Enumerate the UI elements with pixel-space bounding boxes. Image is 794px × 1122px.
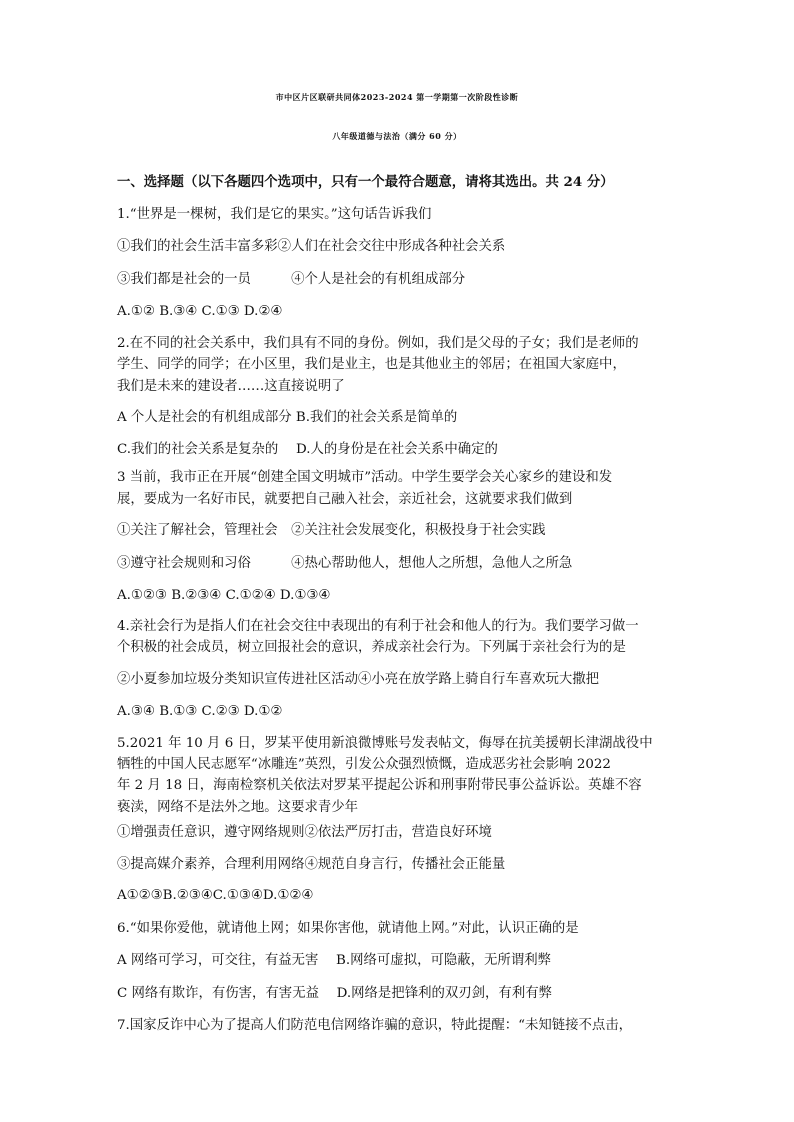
exam-title: 市中区片区联研共同体2023-2024 第一学期第一次阶段性诊断 xyxy=(275,92,519,102)
q5-stem-line1: 5.2021 年 10 月 6 日，罗某平使用新浪微博账号发表帖文，侮辱在抗美援朝长津湖战役中 xyxy=(117,736,653,751)
q1-stem: 1.“世界是一棵树，我们是它的果实。”这句话告诉我们 xyxy=(117,207,432,222)
q1-options-line1: ①我们的社会生活丰富多彩②人们在社会交往中形成各种社会关系 xyxy=(117,239,506,254)
q3-options-line1: ①关注了解社会，管理社会 ②关注社会发展变化，积极投身于社会实践 xyxy=(117,523,546,538)
exam-subtitle: 八年级道德与法治（满分 60 分） xyxy=(332,131,462,141)
q1-choices: A.①② B.③④ C.①③ D.②④ xyxy=(117,304,283,319)
q3-stem-line1: 3 当前，我市正在开展“创建全国文明城市”活动。中学生要学会关心家乡的建设和发 xyxy=(117,470,613,485)
q2-stem-line1: 2.在不同的社会关系中，我们具有不同的身份。例如，我们是父母的子女；我们是老师的 xyxy=(117,336,639,351)
q2-choices-line2: C.我们的社会关系是复杂的 D.人的身份是在社会关系中确定的 xyxy=(117,442,498,457)
q5-stem-line2: 牺牲的中国人民志愿军“冰雕连”英烈，引发公众强烈愤慨，造成恶劣社会影响 2022 xyxy=(117,757,611,772)
q4-choices: A.③④ B.①③ C.②③ D.①② xyxy=(117,704,283,719)
q6-choices-line1: A 网络可学习，可交往，有益无害 B.网络可虚拟，可隐蔽，无所谓利弊 xyxy=(117,953,551,968)
q3-choices: A.①②③ B.②③④ C.①②④ D.①③④ xyxy=(117,588,331,603)
q2-choices-line1: A 个人是社会的有机组成部分 B.我们的社会关系是简单的 xyxy=(117,410,458,425)
q4-stem-line1: 4.亲社会行为是指人们在社会交往中表现出的有利于社会和他人的行为。我们要学习做一 xyxy=(117,619,639,634)
q4-stem-line2: 个积极的社会成员，树立回报社会的意识，养成亲社会行为。下列属于亲社会行为的是 xyxy=(117,640,626,655)
q5-options-line1: ①增强责任意识，遵守网络规则②依法严厉打击，营造良好环境 xyxy=(117,825,492,840)
q3-stem-line2: 展，要成为一名好市民，就要把自己融入社会，亲近社会，这就要求我们做到 xyxy=(117,492,573,507)
q5-choices: A①②③B.②③④C.①③④D.①②④ xyxy=(117,888,314,903)
q1-options-line2: ③我们都是社会的一员 ④个人是社会的有机组成部分 xyxy=(117,272,466,287)
q2-stem-line3: 我们是未来的建设者……这直接说明了 xyxy=(117,379,345,394)
q3-options-line2: ③遵守社会规则和习俗 ④热心帮助他人，想他人之所想，急他人之所急 xyxy=(117,556,573,571)
q4-options-line1: ②小夏参加垃圾分类知识宣传进社区活动④小亮在放学路上骑自行车喜欢玩大撒把 xyxy=(117,672,600,687)
q6-choices-line2: C 网络有欺诈，有伤害，有害无益 D.网络是把锋利的双刃剑，有利有弊 xyxy=(117,986,552,1001)
q7-stem-line1: 7.国家反诈中心为了提高人们防范电信网络诈骗的意识，特此提醒：“未知链接不点击， xyxy=(117,1018,633,1033)
section-heading: 一、选择题（以下各题四个选项中，只有一个最符合题意，请将其选出。共 24 分） xyxy=(117,174,614,190)
q2-stem-line2: 学生、同学的同学；在小区里，我们是业主，也是其他业主的邻居；在祖国大家庭中， xyxy=(117,357,626,372)
q5-stem-line3: 年 2 月 18 日，海南检察机关依法对罗某平提起公诉和刑事附带民事公益诉讼。英雄不容 xyxy=(117,778,642,793)
q5-options-line2: ③提高媒介素养，合理利用网络④规范自身言行，传播社会正能量 xyxy=(117,857,506,872)
q6-stem: 6.“如果你爱他，就请他上网；如果你害他，就请他上网。”对此，认识正确的是 xyxy=(117,921,579,936)
q5-stem-line4: 亵渎，网络不是法外之地。这要求青少年 xyxy=(117,800,359,815)
